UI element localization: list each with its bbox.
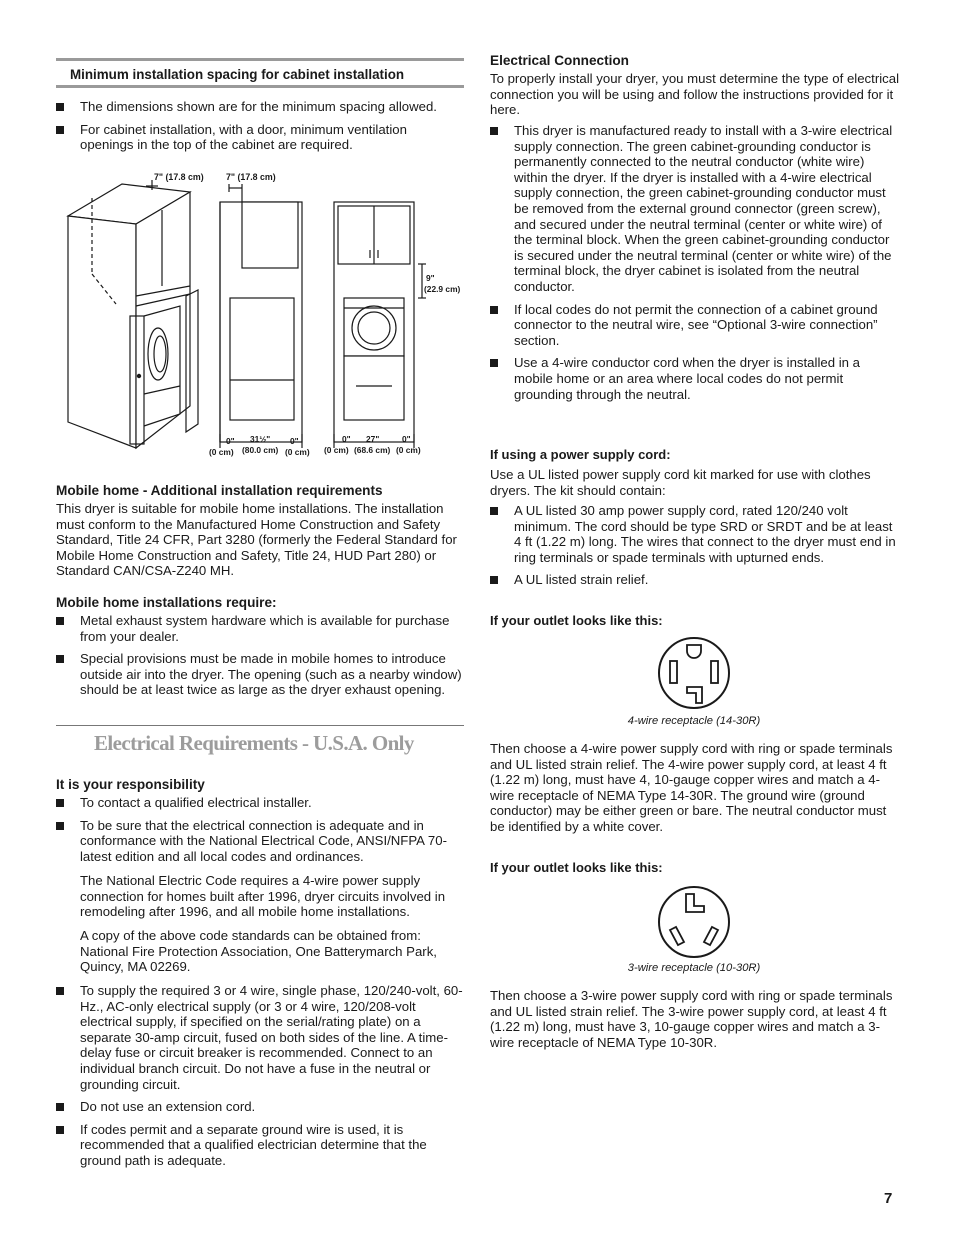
electrical-connection-heading: Electrical Connection: [490, 53, 629, 68]
dim-label: 27": [366, 434, 380, 444]
page-number: 7: [884, 1190, 893, 1207]
dim-label: (0 cm): [285, 447, 310, 457]
dim-label: (0 cm): [324, 445, 349, 455]
dim-label: 0": [226, 436, 235, 446]
list-item: This dryer is manufactured ready to install with a 3-wire electrical supply connection. The green cabinet-grounding conductor is permanently connected to the neutral conductor (white wire) within the dryer. If the dryer is installed with a 4-wire electrical supply connection, the green cabinet-grounding conductor must be removed from the external ground connector (green screw), and secured under the neutral terminal (center or white wire) of the terminal block. When the green cabinet-grounding conductor is secured under the neutral terminal (center or white wire) of the terminal block, the dryer cabinet is isolated from the neutral conductor.: [490, 123, 900, 295]
list-item: A UL listed 30 amp power supply cord, rated 120/240 volt minimum. The cord should be type SRD or SRDT and be at least 4 ft (1.22 m) long. The wires that connect to the dryer must end in ring terminals or spade terminals with upturned ends.: [490, 503, 900, 565]
mobile-text: This dryer is suitable for mobile home installations. The installation must conform to the Manufactured Home Construction and Safety Standard, Title 24 CFR, Part 3280 (formerly the Federal Standard for Mobile Home Construction and Safety, Title 24, HUD Part 280) or Standard CAN/CSA-Z240 MH.: [56, 501, 457, 579]
responsibility-heading: It is your responsibility: [56, 777, 205, 792]
list-item: If codes permit and a separate ground wire is used, it is recommended that a qualified electrician determine that the ground path is adequate.: [56, 1122, 464, 1169]
dim-label: 31½": [250, 434, 271, 444]
mobile-req-bullets: [56, 613, 464, 698]
dim-label: 0": [402, 434, 411, 444]
cord-heading: If using a power supply cord:: [490, 447, 671, 462]
list-item: The dimensions shown are for the minimum spacing allowed.: [56, 99, 464, 115]
outlet-heading-4wire: If your outlet looks like this:: [490, 613, 663, 628]
responsibility-bullets: [56, 795, 464, 864]
dim-label: (22.9 cm): [424, 284, 461, 294]
section-title: Electrical Requirements - U.S.A. Only: [94, 731, 414, 755]
list-item: Special provisions must be made in mobile homes to introduce outside air into the dryer. The opening (such as a nearby window) should be at least twice as large as the dryer exhaust opening.: [56, 651, 464, 698]
dim-label: 7" (17.8 cm): [154, 172, 204, 182]
mobile-heading: Mobile home - Additional installation requirements: [56, 483, 383, 498]
mobile-req-heading: Mobile home installations require:: [56, 595, 277, 610]
code-requirement-text: The National Electric Code requires a 4-wire power supply connection for homes built after 1996, dryer circuits involved in remodeling after 1996, and all mobile home installations.: [80, 873, 446, 920]
list-item: Metal exhaust system hardware which is available for purchase from your dealer.: [56, 613, 464, 644]
dim-label: 7" (17.8 cm): [226, 172, 276, 182]
spacing-heading-box: [56, 58, 464, 88]
caption-4wire: 4-wire receptacle (14-30R): [627, 715, 761, 727]
list-item: A UL listed strain relief.: [490, 572, 900, 588]
outlet-heading-3wire: If your outlet looks like this:: [490, 860, 663, 875]
list-item: If local codes do not permit the connection of a cabinet ground connector to the neutral wire, see “Optional 3-wire connection” section.: [490, 302, 900, 349]
cabinet-installation-diagram: [56, 166, 464, 466]
dim-label: 0": [342, 434, 351, 444]
code-source-text: A copy of the above code standards can be obtained from: National Fire Protection Association, One Batterymarch Park, Quincy, MA 02269.: [80, 928, 437, 975]
dim-label: (80.0 cm): [242, 445, 279, 455]
section-divider: [56, 725, 464, 726]
list-item: To supply the required 3 or 4 wire, single phase, 120/240-volt, 60-Hz., AC-only electrical supply (or 3 or 4 wire, 120/208-volt electrical supply, if specified on the serial/rating plate) on a separate 30-amp circuit, fused on both sides of the line. A time-delay fuse or circuit breaker is recommended. Connect to an individual branch circuit. Do not have a fuse in the neutral or grounding circuit.: [56, 983, 464, 1092]
dim-label: (0 cm): [209, 447, 234, 457]
text-4wire: Then choose a 4-wire power supply cord with ring or spade terminals and UL listed strain relief. The 4-wire power supply cord, at least 4 ft (1.22 m) long, must have 4, 10-gauge copper wires and match a 4-wire receptacle of NEMA Type 14-30R. The ground wire (ground conductor) may be either green or bare. The neutral conductor must be identified by a white cover.: [490, 741, 893, 834]
list-item: Do not use an extension cord.: [56, 1099, 464, 1115]
3-wire-receptacle-icon: [656, 884, 732, 960]
dim-label: (68.6 cm): [354, 445, 391, 455]
4-wire-receptacle-icon: [656, 635, 732, 711]
spacing-heading: Minimum installation spacing for cabinet installation: [70, 67, 405, 82]
spacing-bullets: [56, 99, 464, 153]
list-item: For cabinet installation, with a door, minimum ventilation openings in the top of the cabinet are required.: [56, 122, 464, 153]
list-item: To be sure that the electrical connection is adequate and in conformance with the National Electrical Code, ANSI/NFPA 70-latest edition and all local codes and ordinances.: [56, 818, 464, 865]
caption-3wire: 3-wire receptacle (10-30R): [627, 962, 761, 974]
dim-label: (0 cm): [396, 445, 421, 455]
dim-label: 9": [426, 273, 435, 283]
list-item: Use a 4-wire conductor cord when the dryer is installed in a mobile home or an area where local codes do not permit grounding through the neutral.: [490, 355, 900, 402]
dim-label: 0": [290, 436, 299, 446]
electrical-intro: To properly install your dryer, you must determine the type of electrical connection you will be using and follow the instructions provided for it here.: [490, 71, 899, 118]
cord-bullets: [490, 503, 900, 588]
electrical-bullets: [490, 123, 900, 402]
text-3wire: Then choose a 3-wire power supply cord with ring or spade terminals and UL listed strain relief. The 3-wire power supply cord, at least 4 ft (1.22 m) long, must have 3, 10-gauge copper wires and match a 3-wire receptacle of NEMA Type 10-30R.: [490, 988, 893, 1050]
list-item: To contact a qualified electrical installer.: [56, 795, 464, 811]
responsibility-bullets-2: [56, 983, 464, 1169]
cord-intro: Use a UL listed power supply cord kit marked for use with clothes dryers. The kit should contain:: [490, 467, 871, 498]
